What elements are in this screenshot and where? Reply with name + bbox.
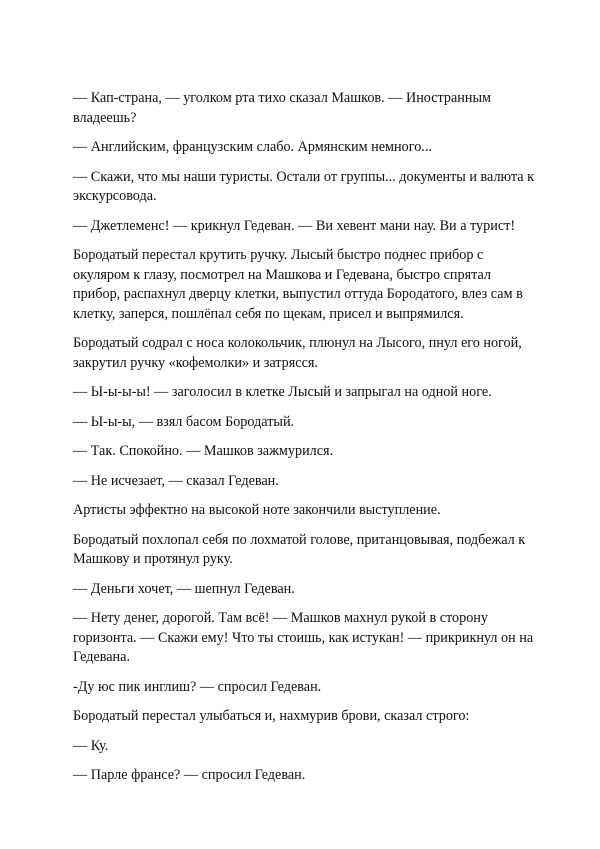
paragraph: -Ду юс пик инглиш? — спросил Гедеван.	[73, 678, 322, 695]
paragraph: — Скажи, что мы наши туристы. Остали от группы... документы и валюта к экскурсовода.	[73, 168, 535, 204]
paragraph: — Джетлеменс! — крикнул Гедеван. — Ви хевент мани нау. Ви а турист!	[73, 217, 516, 234]
paragraph: Бородатый похлопал себя по лохматой голове, пританцовывая, подбежал к Машкову и протянул руку.	[73, 531, 526, 567]
paragraph: — Ы-ы-ы, — взял басом Бородатый.	[73, 413, 295, 430]
paragraph: — Не исчезает, — сказал Гедеван.	[73, 472, 279, 489]
paragraph: — Так. Спокойно. — Машков зажмурился.	[73, 443, 334, 459]
paragraph: — Английским, французским слабо. Армянским немного...	[73, 139, 432, 155]
paragraph: Бородатый содрал с носа колокольчик, плюнул на Лысого, пнул его ногой, закрутил ручку «кофемолки» и затрясся.	[73, 335, 522, 371]
paragraph: — Деньги хочет, — шепнул Гедеван.	[73, 580, 295, 597]
paragraph: — Ы-ы-ы-ы! — заголосил в клетке Лысый и запрыгал на одной ноге.	[73, 384, 492, 400]
text-body	[73, 89, 535, 796]
paragraph: — Парле франсе? — спросил Гедеван.	[73, 767, 306, 783]
paragraph: — Ку.	[73, 737, 109, 754]
paragraph: — Кап-страна, — уголком рта тихо сказал Машков. — Иностранным владеешь?	[73, 90, 491, 126]
paragraph: Артисты эффектно на высокой ноте закончили выступление.	[73, 502, 441, 518]
paragraph: — Нету денег, дорогой. Там всё! — Машков махнул рукой в сторону горизонта. — Скажи ему! Что ты стоишь, как истукан! — прикрикнул он на Гедевана.	[73, 610, 534, 665]
paragraph: Бородатый перестал улыбаться и, нахмурив брови, сказал строго:	[73, 708, 470, 724]
paragraph: Бородатый перестал крутить ручку. Лысый быстро поднес прибор с окуляром к глазу, посмотрел на Машкова и Гедевана, быстро спрятал прибор, распахнул дверцу клетки, выпустил оттуда Бородатого, влез сам в клетку, заперся, пошлёпал себя по щекам, присел и выпрямился.	[73, 247, 523, 322]
